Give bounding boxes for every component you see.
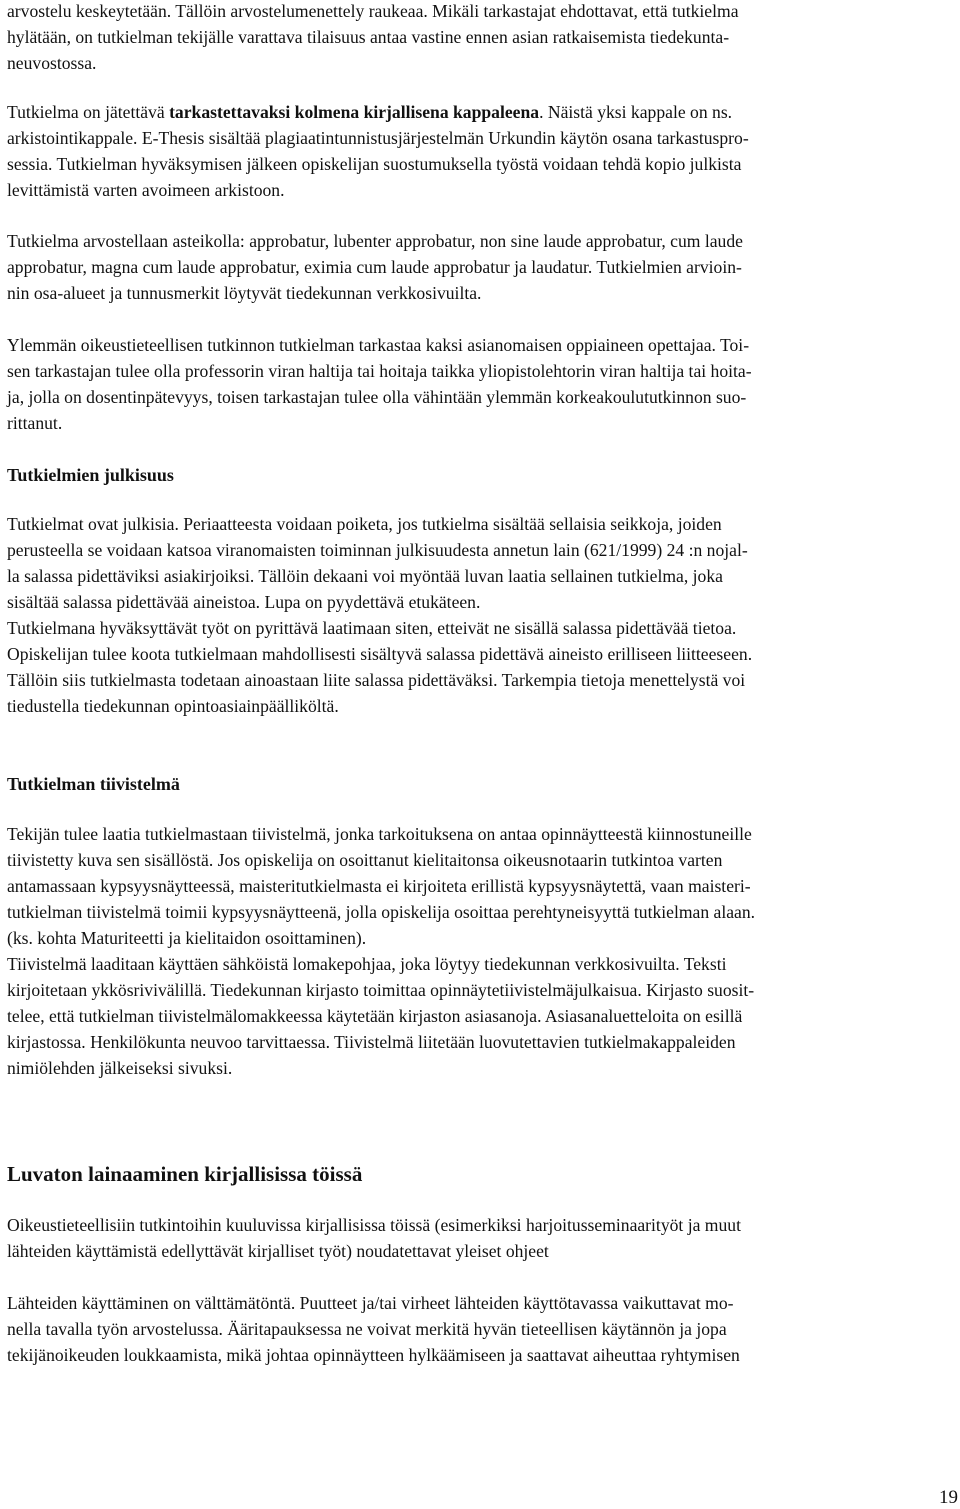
paragraph-submission-copies — [7, 99, 952, 203]
page-number: 19 — [939, 1487, 958, 1508]
text-line: nin osa-alueet ja tunnusmerkit löytyvät tiedekunnan verkkosivuilta. — [7, 283, 482, 303]
text-line: Opiskelijan tulee koota tutkielmaan mahdollisesti sisältyvä salassa pidettävä aineisto erilliseen liitteeseen. — [7, 644, 753, 664]
paragraph-grading-scale — [7, 228, 952, 306]
text-line: nimiölehden jälkeiseksi sivuksi. — [7, 1058, 233, 1078]
text-line: sisältää salassa pidettävää aineistoa. Lupa on pyydettävä etukäteen. — [7, 592, 481, 612]
text-line: Tällöin siis tutkielmasta todetaan ainoastaan liite salassa pidettäväksi. Tarkempia tietoja menettelystä voi — [7, 670, 746, 690]
text-line: tiivistetty kuva sen sisällöstä. Jos opiskelija on osoittanut kielitaitonsa oikeusnotaarin tutkintoa varten — [7, 850, 723, 870]
text-line: tiedustella tiedekunnan opintoasiainpäälliköltä. — [7, 696, 339, 716]
text-line: hylätään, on tutkielman tekijälle varattava tilaisuus antaa vastine ennen asian ratkaisemista tiedekunta- — [7, 27, 730, 47]
paragraph-abstract-purpose — [7, 821, 952, 951]
text-line: (ks. kohta Maturiteetti ja kielitaidon osoittaminen). — [7, 928, 367, 948]
text-line: kirjastossa. Henkilökunta neuvoo tarvittaessa. Tiivistelmä liitetään luovutettavien tutkielmakappaleiden — [7, 1032, 736, 1052]
paragraph-assessment-cancelled — [7, 0, 952, 76]
text-line: lähteiden käyttämistä edellyttävät kirjalliset työt) noudatettavat yleiset ohjeet — [7, 1241, 549, 1261]
text-line: sen tarkastajan tulee olla professorin viran haltija tai hoitaja taikka yliopistolehtorin viran haltija tai hoita- — [7, 361, 752, 381]
text-line: perusteella se voidaan katsoa viranomaisten toiminnan julkisuudesta annetun lain (621/1999) 24 :n nojal- — [7, 540, 748, 560]
text-line: Ylemmän oikeustieteellisen tutkinnon tutkielman tarkastaa kaksi asianomaisen oppiaineen opettajaa. Toi- — [7, 335, 750, 355]
paragraph-public-theses — [7, 511, 952, 615]
text-line: Tutkielmat ovat julkisia. Periaatteesta voidaan poiketa, jos tutkielma sisältää sellaisia seikkoja, joiden — [7, 514, 722, 534]
text-line: neuvostossa. — [7, 53, 97, 73]
emphasis-text: tarkastettavaksi kolmena kirjallisena kappaleena — [169, 102, 540, 122]
paragraph-confidential-material — [7, 615, 952, 719]
paragraph-abstract-form — [7, 951, 952, 1081]
text-line: Tiivistelmä laaditaan käyttäen sähköistä lomakepohjaa, joka löytyy tiedekunnan verkkosivuilta. Teksti — [7, 954, 727, 974]
text-line: sessia. Tutkielman hyväksymisen jälkeen opiskelijan suostumuksella työstä voidaan tehdä kopio julkista — [7, 154, 742, 174]
section-heading-publicity: Tutkielmien julkisuus — [7, 465, 174, 485]
section-heading-abstract: Tutkielman tiivistelmä — [7, 774, 180, 794]
text-line: Lähteiden käyttäminen on välttämätöntä. Puutteet ja/tai virheet lähteiden käyttötavassa vaikuttavat mo- — [7, 1293, 734, 1313]
text-run: . Näistä yksi kappale on ns. — [539, 102, 733, 122]
section-heading-plagiarism: Luvaton lainaaminen kirjallisissa töissä — [7, 1162, 363, 1186]
text-line: Tutkielma arvostellaan asteikolla: approbatur, lubenter approbatur, non sine laude approbatur, cum laude — [7, 231, 743, 251]
text-line: arvostelu keskeytetään. Tällöin arvostelumenettely raukeaa. Mikäli tarkastajat ehdottavat, että tutkielma — [7, 1, 739, 21]
text-line: arkistointikappale. E-Thesis sisältää plagiaatintunnistusjärjestelmän Urkundin käytön osana tarkastuspro- — [7, 128, 749, 148]
text-line: antamassaan kypsyysnäytteessä, maisteritutkielmasta ei kirjoiteta erillistä kypsyysnäytettä, vaan maisteri- — [7, 876, 751, 896]
text-line: tutkielman tiivistelmä toimii kypsyysnäytteenä, jolla opiskelija osoittaa perehtyneisyyttä tutkielman alaan. — [7, 902, 756, 922]
text-run: Tutkielma on jätettävä — [7, 102, 170, 122]
text-line: kirjoitetaan ykkösrivivälillä. Tiedekunnan kirjasto toimittaa opinnäytetiivistelmäjulkaisua. Kirjasto suosit- — [7, 980, 755, 1000]
text-line: telee, että tutkielman tiivistelmälomakkeessa käytetään kirjaston asiasanoja. Asiasanaluetteloita on esillä — [7, 1006, 743, 1026]
text-line: rittanut. — [7, 413, 63, 433]
paragraph-general-guidelines — [7, 1212, 952, 1264]
text-line: tekijänoikeuden loukkaamista, mikä johtaa opinnäytteen hylkäämiseen ja saattavat aiheuttaa ryhtymisen — [7, 1345, 740, 1365]
text-line: Tekijän tulee laatia tutkielmastaan tiivistelmä, jonka tarkoituksena on antaa opinnäytteestä kiinnostuneille — [7, 824, 752, 844]
text-line: la salassa pidettäviksi asiakirjoiksi. Tällöin dekaani voi myöntää luvan laatia sellainen tutkielma, joka — [7, 566, 723, 586]
text-line: Oikeustieteellisiin tutkintoihin kuuluvissa kirjallisissa töissä (esimerkiksi harjoitusseminaarityöt ja muut — [7, 1215, 741, 1235]
text-line — [7, 99, 952, 125]
text-line: nella tavalla työn arvostelussa. Ääritapauksessa ne voivat merkitä hyvän tieteellisen käytännön ja jopa — [7, 1319, 727, 1339]
text-line: Tutkielmana hyväksyttävät työt on pyrittävä laatimaan siten, etteivät ne sisällä salassa pidettävää tietoa. — [7, 618, 737, 638]
paragraph-examiners — [7, 332, 952, 436]
text-line: ja, jolla on dosentinpätevyys, toisen tarkastajan tulee olla vähintään ylemmän korkeakoulututkinnon suo- — [7, 387, 747, 407]
text-line: approbatur, magna cum laude approbatur, eximia cum laude approbatur ja laudatur. Tutkielmien arvioin- — [7, 257, 742, 277]
paragraph-source-usage — [7, 1290, 952, 1368]
text-line: levittämistä varten avoimeen arkistoon. — [7, 180, 285, 200]
